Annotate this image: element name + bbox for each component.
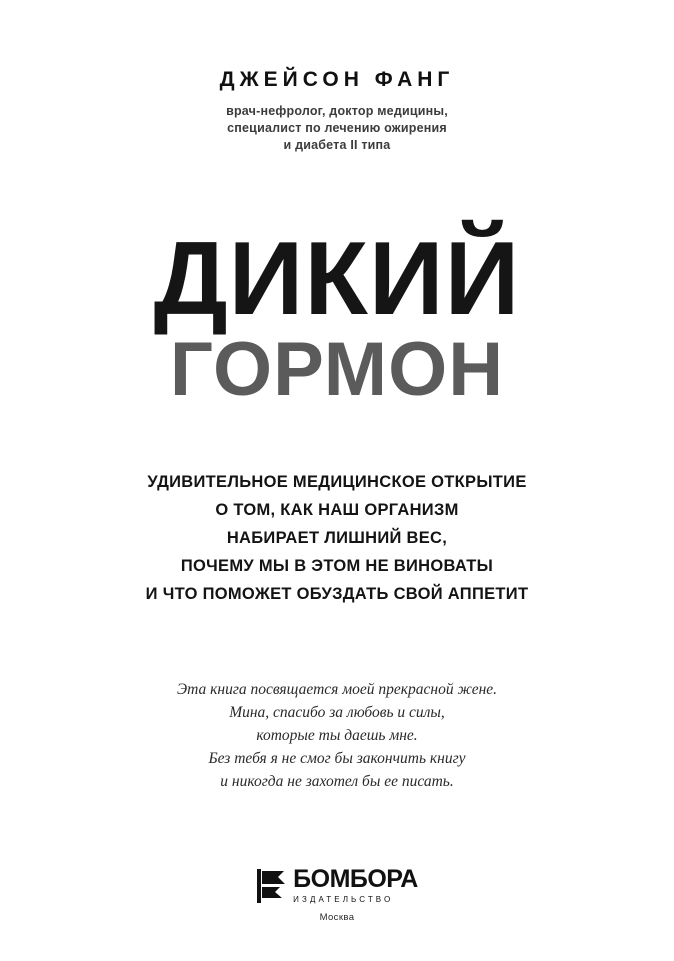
author-credentials-line-1: врач-нефролог, доктор медицины, bbox=[226, 104, 448, 118]
dedication-line-4: Без тебя я не смог бы закончить книгу bbox=[208, 749, 466, 767]
author-name: ДЖЕЙСОН ФАНГ bbox=[219, 68, 455, 91]
publisher-logo bbox=[256, 867, 418, 904]
tagline-line-5: И ЧТО ПОМОЖЕТ ОБУЗДАТЬ СВОЙ АППЕТИТ bbox=[145, 584, 529, 603]
publisher-wordmark bbox=[293, 867, 418, 904]
publisher-city: Москва bbox=[319, 912, 355, 923]
author-credentials bbox=[220, 103, 455, 154]
publisher-block bbox=[0, 867, 674, 923]
dedication-block bbox=[177, 678, 497, 793]
publisher-kind: ИЗДАТЕЛЬСТВО bbox=[293, 895, 394, 904]
tagline-line-4: ПОЧЕМУ МЫ В ЭТОМ НЕ ВИНОВАТЫ bbox=[180, 556, 494, 575]
bombora-flag-icon bbox=[256, 869, 286, 903]
tagline-line-1: УДИВИТЕЛЬНОЕ МЕДИЦИНСКОЕ ОТКРЫТИЕ bbox=[147, 472, 527, 491]
dedication-line-2: Мина, спасибо за любовь и силы, bbox=[229, 703, 445, 721]
book-subtitle-tagline bbox=[146, 468, 529, 608]
author-credentials-line-3: и диабета II типа bbox=[283, 138, 391, 152]
author-block bbox=[220, 68, 455, 154]
tagline-line-2: О ТОМ, КАК НАШ ОРГАНИЗМ bbox=[215, 500, 459, 519]
dedication-line-1: Эта книга посвящается моей прекрасной жене. bbox=[176, 680, 498, 698]
book-title-main: ДИКИЙ bbox=[153, 221, 521, 337]
dedication-line-5: и никогда не захотел бы ее писать. bbox=[220, 772, 454, 790]
publisher-name: БОМБОРА bbox=[293, 865, 418, 893]
book-title-sub: ГОРМОН bbox=[169, 326, 505, 412]
tagline-line-3: НАБИРАЕТ ЛИШНИЙ ВЕС, bbox=[226, 528, 448, 547]
dedication-line-3: которые ты даешь мне. bbox=[256, 726, 418, 744]
author-credentials-line-2: специалист по лечению ожирения bbox=[227, 121, 447, 135]
